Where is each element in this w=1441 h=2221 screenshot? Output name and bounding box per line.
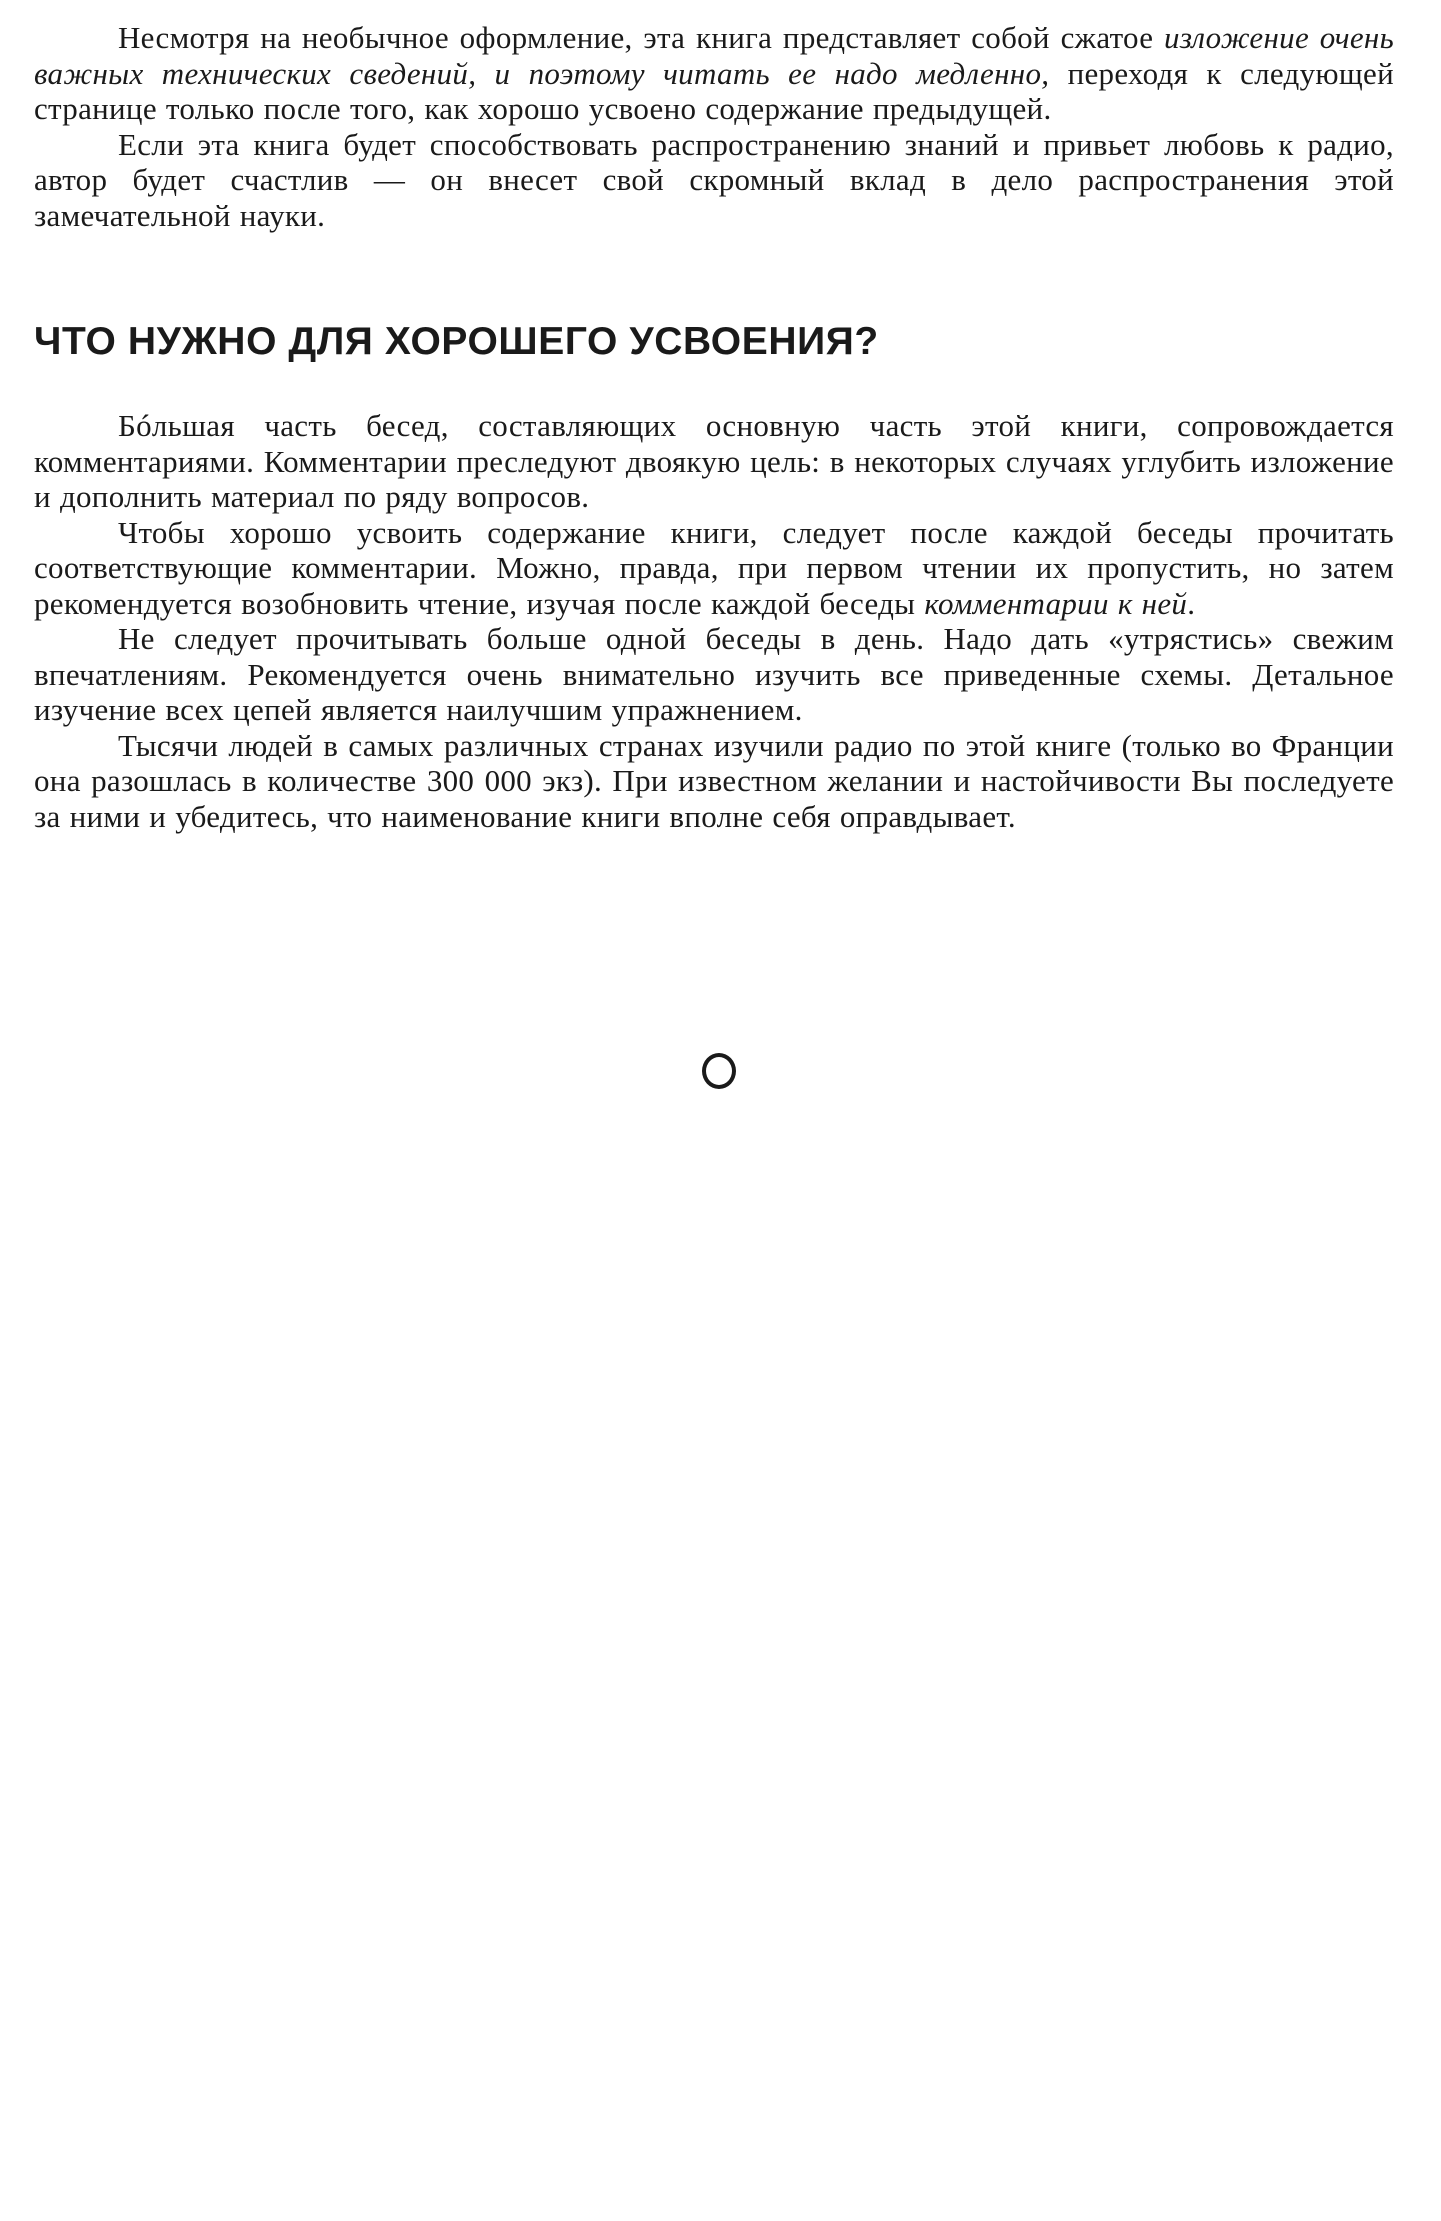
- intro-paragraph-1: [34, 20, 1394, 127]
- section-body: [34, 408, 1394, 834]
- section-paragraph-2-tail: .: [1187, 585, 1196, 621]
- section-paragraph-2-lead: Чтобы хорошо усвоить содержание книги, следует после каждой беседы прочитать соответствующие комментарии. Можно, правда, при первом чтении их пропустить, но затем рекомендуется возобновить чтение, изучая после каждой беседы: [34, 514, 1394, 621]
- intro-paragraph-1-tail: переходя к следующей странице только после того, как хорошо усвоено содержание предыдущей.: [34, 55, 1394, 126]
- section-paragraph-2-emphasis: комментарии к ней: [924, 585, 1188, 621]
- circle-ornament-icon: [702, 1053, 736, 1089]
- intro-paragraph-1-emphasis: изложение очень важных технических сведений, и поэтому читать ее надо медленно,: [34, 20, 1394, 91]
- intro-paragraph-2: Если эта книга будет способствовать распространению знаний и привьет любовь к радио, автор будет счастлив — он внесет свой скромный вклад в дело распространения этой замечательной науки.: [34, 126, 1394, 233]
- intro-paragraph-1-lead: Несмотря на необычное оформление, эта книга представляет собой сжатое: [118, 20, 1165, 55]
- section-paragraph-3: Не следует прочитывать больше одной беседы в день. Надо дать «утрястись» свежим впечатлениям. Рекомендуется очень внимательно изучить все приведенные схемы. Детальное изучение всех цепей является наилучшим упражнением.: [34, 621, 1394, 727]
- section-paragraph-1: Бóльшая часть бесед, составляющих основную часть этой книги, сопровождается комментариями. Комментарии преследуют двоякую цель: в некоторых случаях углубить изложение и дополнить материал по ряду вопросов.: [34, 408, 1394, 514]
- section-heading: ЧТО НУЖНО ДЛЯ ХОРОШЕГО УСВОЕНИЯ?: [34, 320, 879, 363]
- section-paragraph-4: Тысячи людей в самых различных странах изучили радио по этой книге (только во Франции она разошлась в количестве 300 000 экз). При известном желании и настойчивости Вы последуете за ними и убедитесь, что наименование книги вполне себя оправдывает.: [34, 727, 1394, 834]
- intro-section: [34, 20, 1394, 233]
- section-paragraph-2: [34, 515, 1394, 622]
